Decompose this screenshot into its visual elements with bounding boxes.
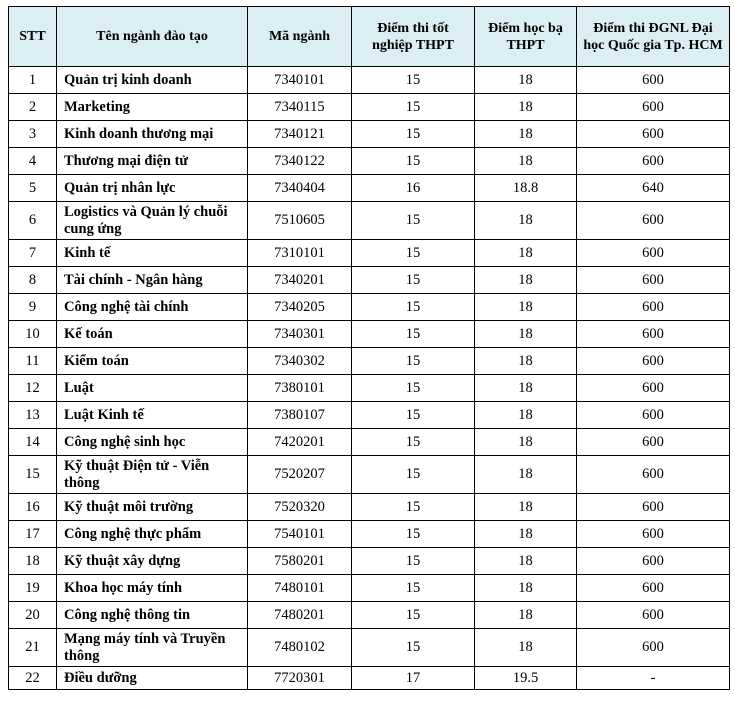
table-row	[9, 348, 730, 375]
cell-thpt-score: 15	[352, 375, 475, 402]
cell-program-code: 7480201	[248, 602, 352, 629]
cell-stt: 13	[9, 402, 57, 429]
cell-program-name: Khoa học máy tính	[57, 575, 248, 602]
table-row	[9, 402, 730, 429]
cell-transcript-score: 18	[475, 294, 577, 321]
cell-thpt-score: 15	[352, 267, 475, 294]
cell-program-code: 7340302	[248, 348, 352, 375]
cell-transcript-score: 18	[475, 429, 577, 456]
cell-thpt-score: 15	[352, 202, 475, 240]
cell-program-code: 7340122	[248, 148, 352, 175]
cell-dgnl-score: 600	[577, 321, 730, 348]
cell-transcript-score: 18	[475, 375, 577, 402]
header-stt: STT	[9, 7, 57, 67]
cell-program-code: 7510605	[248, 202, 352, 240]
cell-stt: 16	[9, 494, 57, 521]
header-thpt-score: Điểm thi tốt nghiệp THPT	[352, 7, 475, 67]
table-row	[9, 602, 730, 629]
cell-stt: 22	[9, 667, 57, 690]
table-row	[9, 456, 730, 494]
cell-program-code: 7540101	[248, 521, 352, 548]
cell-program-name: Quản trị kinh doanh	[57, 67, 248, 94]
cell-program-code: 7340115	[248, 94, 352, 121]
cell-program-name: Tài chính - Ngân hàng	[57, 267, 248, 294]
cell-stt: 20	[9, 602, 57, 629]
cell-dgnl-score: 600	[577, 602, 730, 629]
admission-table-container	[8, 6, 730, 690]
cell-thpt-score: 15	[352, 548, 475, 575]
cell-program-name: Thương mại điện tử	[57, 148, 248, 175]
cell-program-name: Marketing	[57, 94, 248, 121]
cell-program-code: 7380101	[248, 375, 352, 402]
cell-program-name: Điều dưỡng	[57, 667, 248, 690]
table-row	[9, 175, 730, 202]
cell-program-name: Kinh doanh thương mại	[57, 121, 248, 148]
cell-program-name: Công nghệ thực phẩm	[57, 521, 248, 548]
table-header-row	[9, 7, 730, 67]
cell-stt: 21	[9, 629, 57, 667]
cell-thpt-score: 15	[352, 629, 475, 667]
cell-dgnl-score: -	[577, 667, 730, 690]
cell-thpt-score: 15	[352, 348, 475, 375]
cell-program-code: 7340201	[248, 267, 352, 294]
cell-transcript-score: 18	[475, 67, 577, 94]
cell-thpt-score: 17	[352, 667, 475, 690]
cell-transcript-score: 18	[475, 348, 577, 375]
cell-stt: 17	[9, 521, 57, 548]
cell-transcript-score: 18	[475, 402, 577, 429]
table-row	[9, 494, 730, 521]
cell-program-code: 7580201	[248, 548, 352, 575]
cell-dgnl-score: 600	[577, 202, 730, 240]
cell-transcript-score: 18	[475, 575, 577, 602]
cell-dgnl-score: 600	[577, 294, 730, 321]
cell-program-name: Luật	[57, 375, 248, 402]
cell-program-code: 7340205	[248, 294, 352, 321]
table-row	[9, 321, 730, 348]
cell-transcript-score: 18	[475, 456, 577, 494]
cell-thpt-score: 15	[352, 321, 475, 348]
cell-program-name: Mạng máy tính và Truyền thông	[57, 629, 248, 667]
cell-dgnl-score: 600	[577, 429, 730, 456]
header-dgnl-score: Điểm thi ĐGNL Đại học Quốc gia Tp. HCM	[577, 7, 730, 67]
table-body	[9, 67, 730, 690]
cell-thpt-score: 15	[352, 494, 475, 521]
cell-dgnl-score: 600	[577, 456, 730, 494]
cell-dgnl-score: 600	[577, 240, 730, 267]
cell-thpt-score: 15	[352, 148, 475, 175]
cell-transcript-score: 18	[475, 548, 577, 575]
cell-transcript-score: 18	[475, 202, 577, 240]
cell-program-code: 7340101	[248, 67, 352, 94]
cell-program-code: 7520207	[248, 456, 352, 494]
cell-stt: 11	[9, 348, 57, 375]
table-row	[9, 240, 730, 267]
cell-dgnl-score: 600	[577, 148, 730, 175]
cell-thpt-score: 15	[352, 575, 475, 602]
table-row	[9, 548, 730, 575]
cell-program-name: Logistics và Quản lý chuỗi cung ứng	[57, 202, 248, 240]
cell-dgnl-score: 600	[577, 548, 730, 575]
cell-program-name: Luật Kinh tế	[57, 402, 248, 429]
cell-dgnl-score: 640	[577, 175, 730, 202]
cell-program-code: 7520320	[248, 494, 352, 521]
cell-transcript-score: 18	[475, 240, 577, 267]
cell-stt: 7	[9, 240, 57, 267]
cell-thpt-score: 15	[352, 294, 475, 321]
cell-program-name: Quản trị nhân lực	[57, 175, 248, 202]
admission-score-table	[8, 6, 730, 690]
cell-dgnl-score: 600	[577, 521, 730, 548]
cell-stt: 3	[9, 121, 57, 148]
cell-thpt-score: 15	[352, 121, 475, 148]
cell-thpt-score: 15	[352, 456, 475, 494]
table-row	[9, 94, 730, 121]
header-program-code: Mã ngành	[248, 7, 352, 67]
cell-program-code: 7310101	[248, 240, 352, 267]
header-transcript-score: Điểm học bạ THPT	[475, 7, 577, 67]
cell-thpt-score: 15	[352, 429, 475, 456]
cell-stt: 19	[9, 575, 57, 602]
cell-dgnl-score: 600	[577, 267, 730, 294]
cell-program-name: Kỹ thuật Điện tử - Viễn thông	[57, 456, 248, 494]
cell-program-code: 7480102	[248, 629, 352, 667]
table-row	[9, 67, 730, 94]
cell-dgnl-score: 600	[577, 67, 730, 94]
cell-transcript-score: 19.5	[475, 667, 577, 690]
cell-program-code: 7340301	[248, 321, 352, 348]
cell-dgnl-score: 600	[577, 375, 730, 402]
cell-dgnl-score: 600	[577, 494, 730, 521]
cell-stt: 1	[9, 67, 57, 94]
cell-stt: 8	[9, 267, 57, 294]
cell-transcript-score: 18	[475, 121, 577, 148]
cell-stt: 5	[9, 175, 57, 202]
cell-thpt-score: 15	[352, 402, 475, 429]
cell-transcript-score: 18	[475, 148, 577, 175]
cell-stt: 14	[9, 429, 57, 456]
cell-program-name: Công nghệ thông tin	[57, 602, 248, 629]
cell-dgnl-score: 600	[577, 348, 730, 375]
cell-transcript-score: 18	[475, 267, 577, 294]
cell-dgnl-score: 600	[577, 575, 730, 602]
cell-stt: 10	[9, 321, 57, 348]
cell-program-code: 7340121	[248, 121, 352, 148]
cell-program-name: Công nghệ sinh học	[57, 429, 248, 456]
cell-transcript-score: 18	[475, 494, 577, 521]
cell-stt: 9	[9, 294, 57, 321]
cell-program-code: 7340404	[248, 175, 352, 202]
cell-dgnl-score: 600	[577, 402, 730, 429]
table-row	[9, 294, 730, 321]
cell-transcript-score: 18	[475, 94, 577, 121]
cell-transcript-score: 18	[475, 602, 577, 629]
cell-program-code: 7480101	[248, 575, 352, 602]
cell-thpt-score: 15	[352, 94, 475, 121]
cell-stt: 15	[9, 456, 57, 494]
table-row	[9, 629, 730, 667]
cell-program-name: Kế toán	[57, 321, 248, 348]
table-row	[9, 521, 730, 548]
cell-program-name: Kỹ thuật môi trường	[57, 494, 248, 521]
table-row	[9, 575, 730, 602]
cell-program-code: 7420201	[248, 429, 352, 456]
cell-dgnl-score: 600	[577, 121, 730, 148]
cell-program-code: 7720301	[248, 667, 352, 690]
table-row	[9, 667, 730, 690]
table-row	[9, 375, 730, 402]
cell-program-code: 7380107	[248, 402, 352, 429]
cell-transcript-score: 18	[475, 321, 577, 348]
cell-thpt-score: 15	[352, 521, 475, 548]
cell-program-name: Kỹ thuật xây dựng	[57, 548, 248, 575]
table-row	[9, 429, 730, 456]
cell-thpt-score: 15	[352, 602, 475, 629]
cell-stt: 2	[9, 94, 57, 121]
cell-stt: 6	[9, 202, 57, 240]
table-row	[9, 202, 730, 240]
table-row	[9, 148, 730, 175]
table-row	[9, 267, 730, 294]
cell-thpt-score: 15	[352, 240, 475, 267]
cell-stt: 18	[9, 548, 57, 575]
cell-thpt-score: 15	[352, 67, 475, 94]
cell-transcript-score: 18	[475, 629, 577, 667]
cell-transcript-score: 18.8	[475, 175, 577, 202]
table-row	[9, 121, 730, 148]
header-program-name: Tên ngành đào tạo	[57, 7, 248, 67]
cell-program-name: Công nghệ tài chính	[57, 294, 248, 321]
cell-dgnl-score: 600	[577, 629, 730, 667]
cell-program-name: Kinh tế	[57, 240, 248, 267]
cell-thpt-score: 16	[352, 175, 475, 202]
cell-program-name: Kiểm toán	[57, 348, 248, 375]
cell-stt: 12	[9, 375, 57, 402]
cell-dgnl-score: 600	[577, 94, 730, 121]
cell-stt: 4	[9, 148, 57, 175]
cell-transcript-score: 18	[475, 521, 577, 548]
